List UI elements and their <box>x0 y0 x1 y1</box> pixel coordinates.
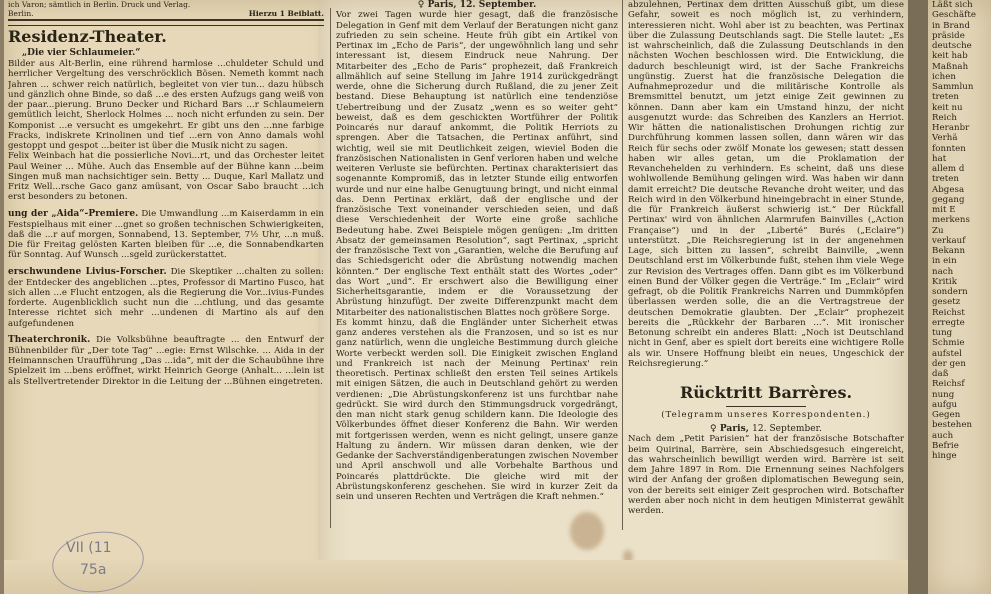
right-column-line: auch <box>932 430 954 441</box>
article-paragraph-3: abzulehnen, Pertinax dem dritten Ausschuß gibt, um diese Gefahr, soweit es noch möglich ist, zu verhindern, interessieren nicht. Wohl aber ist zu beachten, was Pertinax über die Zulassung Deutschlands sagt. Die Stelle lautet: „Es ist wahrscheinlich, daß die Zulassung Deutschlands in den nächsten Wochen beschlossen wird. Die Entwicklung, die dadurch beschleunigt wird, ist der Sache Frankreichs ungünstig. Zuerst hat die französische Delegation die Aufnahmeprozedur und die militärische Kontrolle als Bremsmittel benutzt, um jetzt einige Zeit gewinnen zu können. Dann aber kam ein Umstand hinzu, der nicht ausgenutzt wurde: das Schreiben des Kanzlers an Herriot. Wir hätten die nationalistischen Drohungen richtig zur Durchführung kommen lassen sollen, dann wären wir das Reich für sechs oder zwölf Monate los gewesen; statt dessen haben wir alles getan, um die Proklamation der Revanchehelden zu verhindern. Es scheint, daß uns diese wohlwollende Bemühung gelingen wird. Was haben wir dann damit erreicht? Die deutsche Revanche droht weiter, und das Reich wird in den Völkerbund hineingebracht in einer Stunde, die für Frankreich äußerst schwierig ist.“ Der Rückfall Pertinax' wird von ähnlichen Alarmrufen Bainvilles („Action Française“) und in der „Liberté“ Burés („Eclaire“) unterstützt. „Die Reichsregierung ist in der angenehmen Lage, sich bitten zu lassen“, schreibt Bainville, „wenn Deutschland erst im Völkerbunde fußt, stehen ihm viele Wege zur Revision des Vertrages offen. Dann gibt es im Völkerbund einen Bund der Völker gegen die Verträge.“ Im „Eclair“ wird gefragt, ob die Politik Frankreichs Narren und Dummköpfen überlassen werden solle, die an die Vertragstreue der deutschen Demokratie glaubten. Der „Eclair“ prophezeit bereits die „Rückkehr der Barbaren ...“. Mit ironischer Betonung schreibt ein anderes Blatt: „Noch ist Deutschland nicht in Genf, aber es spielt dort bereits eine wichtigere Rolle als wir. Unsere Hoffnung bleibt ein neues, Ungeschick der Reichsregierung.“ <box>628 0 904 369</box>
right-column-line: Reich <box>932 112 957 123</box>
right-column-line: gegang <box>932 194 965 205</box>
masthead-line-1: ich Varon; sämtlich in Berlin. Druck und Verlag. <box>8 0 191 9</box>
right-column-line: erregte <box>932 317 965 328</box>
barrere-title: Rücktritt Barrères. <box>679 383 853 402</box>
pencil-annotation <box>52 532 144 588</box>
right-column-line: bestehen <box>932 420 973 431</box>
right-column-line: treten <box>932 92 960 103</box>
barrere-dateline-date: 12. September. <box>752 424 822 434</box>
masthead <box>8 0 324 21</box>
theater-title: Residenz-Theater. <box>8 27 167 46</box>
right-column-line: hinge <box>932 451 957 461</box>
masthead-supplement: Hierzu 1 Beiblatt. <box>248 9 324 18</box>
pencil-line-1: VII (11 <box>66 540 112 556</box>
right-column-line: treten <box>932 174 960 185</box>
right-column-line: allem d <box>932 164 965 174</box>
right-column-line: in Brand <box>932 20 970 31</box>
theater-paragraph-2: Felix Weinbach hat die possierliche Novi...rt, und das Orchester leitet Paul Weiner ... Mühe. Auch das Ensemble auf der Bühne kann ...beim Singen muß man nachsichtiger sein. Betty ... Duque, Karl Mallatz und Fritz Well...rsche Gaco ganz amüsant, von Oscar Sabo braucht ...ich erst besonders zu betonen. <box>8 151 324 203</box>
right-column-line: fonnten <box>932 143 966 154</box>
right-column-line: daß <box>932 369 949 379</box>
right-column-line: nach <box>932 266 954 277</box>
right-column-line: hat <box>932 153 947 164</box>
right-column-line: Verhä <box>932 133 958 144</box>
barrere-dateline <box>628 424 904 434</box>
article-column-2 <box>628 0 904 520</box>
right-column-line: Bekann <box>932 246 966 256</box>
right-column-line: Maßnah <box>932 61 969 72</box>
right-column-line: Geschäfte <box>932 10 977 21</box>
right-column-line: Reichst <box>932 307 965 318</box>
article-dateline <box>336 0 618 10</box>
right-column-line: mit E <box>932 205 956 215</box>
column-rule-1 <box>330 8 331 528</box>
theater-subtitle: „Die vier Schlaumeier.“ <box>22 48 141 58</box>
barrere-dateline-place: Paris, <box>719 424 749 434</box>
dateline-place: Paris, <box>427 0 457 10</box>
right-column-line: Abgesa <box>932 184 965 195</box>
left-column <box>8 0 324 560</box>
barrere-subtitle: (Telegramm unseres Korrespondenten.) <box>661 410 871 420</box>
right-column-line: in ein <box>932 256 957 267</box>
right-column-line: aufstel <box>932 348 962 359</box>
right-column-line: Läßt sich <box>932 0 973 10</box>
right-column-line: nung <box>932 389 955 400</box>
livius-paragraph: Die Skeptiker ...chalten zu sollen: der Entdecker des angeblichen ...ptes, Professor di Martino Fusco, hat sich allen ...e Flucht entzogen, als die Regierung die Vor...ivius-Fundes forderte. Augenblicklich sucht nun die ...chtlung, und das gesamte Interesse richtet sich mehr ...undenen di Martino als auf den aufgefundenen <box>8 266 324 329</box>
right-column-line: gesetz <box>932 297 961 308</box>
theater-paragraph-1: Bilder aus Alt-Berlin, eine rührend harmlose ...chuldeter Schuld und herrlicher Vergeltung des verschröcklich Bösen. Nemeth kommt nach Jahren ... schwer reich natürlich, begleitet von vier tun... dazu hübsch und gänzlich ohne Binde, so daß ...e des ersten Aufzugs gang weiß von der paar...pierung. Bruno Decker und Richard Bars ...r Schlaumeiern gemütlich leicht, Sherlock Holmes ... noch nicht erfunden zu sein. Der Komponist ...e versucht es umgekehrt. Er gibt uns den ...nne farbige Fracks, indiskrete Krinolinen und tief ...ern von Anno damals wohl gestoppt und gespot ...beiter ist über die Musik nicht zu sagen. <box>8 59 324 151</box>
right-column-line: keit hab <box>932 51 968 62</box>
chronik-paragraph: Die Volksbühne beauftragte ... den Entwurf der Bühnenbilder für „Der tote Tag“ ...egie: Ernst Wilschke. ... Aida in der Heimannschen Uraufführung „Das ...ida“, mit der die Schaubühne ihre Spielzeit im ...bens eröffnet, wirkt Heinrich George (Anhalt... ...lein ist als Stellvertretender Direktor in die Leitung der ...Bühnen eingetreten. <box>8 334 324 387</box>
right-column-line: der gen <box>932 358 966 369</box>
paper-stain <box>570 512 604 550</box>
right-column <box>932 0 990 540</box>
right-column-line: keit nu <box>932 102 963 113</box>
pencil-circle <box>48 526 147 594</box>
location-icon: ♀ <box>710 424 717 434</box>
right-column-line: deutsche <box>932 41 972 51</box>
aida-paragraph: Die Umwandlung ...m Kaiserdamm in ein Festspielhaus mit einer ...gnet so großen technischen Schwierigkeiten, daß die ...r auf morgen, Sonnabend, 13. September, 7½ Uhr, ...n muß. Die für Freitag gelösten Karten bleiben für ...e, die Sonnabendkarten für Sonntag. Auf Wunsch ...sgeld zurückerstattet. <box>8 208 324 261</box>
article-column-1 <box>336 0 618 520</box>
right-column-line: Kritik <box>932 276 957 287</box>
right-column-line: Sammlun <box>932 82 974 92</box>
right-column-line: präside <box>932 30 965 41</box>
right-column-line: tung <box>932 328 953 338</box>
right-column-line: merkens <box>932 215 970 226</box>
article-paragraph-2: Es kommt hinzu, daß die Engländer unter Sicherheit etwas ganz anderes verstehen als die Franzosen, und so ist es nur ganz natürlich, wenn die ungleiche Bestimmung durch gleiche Worte verbeckt werden soll. Die Einigkeit zwischen England und Frankreich ist nach der Meinung Pertinax' rein theoretisch. Pertinax schließt den ersten Teil seines Artikels mit einigen Sätzen, die auch in Deutschland gehört zu werden verdienen: „Die Abrüstungskonferenz ist uns furchtbar nahe gedrückt. Sie wird durch den Stimmungsdruck vorgedrängt, den man nicht stark genug schildern kann. Die Ideologie des Völkerbundes öffnet dieser Konferenz die Bahn. Wir werden mit fortgerissen werden, wenn es nicht gelingt, unsere ganze Haltung zu ändern. Wir müssen daran denken, wie der Gedanke der Sachverständigenberatungen zwischen November und April anschwoll und alle Vorbehalte Barthous und Poincarés plattdrückte. Die gleiche wird mit der Abrüstungskonferenz geschehen. Sie wird in kurzer Zeit da sein und unseren Rechten und Verträgen die Kraft nehmen.“ <box>336 317 618 502</box>
column-rule-2 <box>622 0 623 530</box>
right-column-line: Gegen <box>932 410 961 420</box>
right-column-line: Schmie <box>932 338 965 349</box>
right-column-line: sondern <box>932 287 968 297</box>
article-paragraph-1: Vor zwei Tagen wurde hier gesagt, daß die französische Delegation in Genf mit dem Verlauf der Beratungen nicht ganz zufrieden zu sein scheine. Heute früh gibt ein Artikel von Pertinax im „Echo de Paris“, der ungewöhnlich lang und sehr interessant ist, diesem Eindruck neue Nahrung. Der Mitarbeiter des „Echo de Paris“ prophezeit, daß Frankreich allmählich auf seine Stellung im Jahre 1914 zurückgedrängt werde, ohne die Sicherung durch Rußland, die zu jener Zeit bestand. Diese Behauptung ist natürlich eine tendenziöse Uebertreibung und der Zusatz „wenn es so weiter geht“ beweist, daß es dem geschickten Wortführer der Politik Poincarés nur darauf ankommt, die Politik Herriots zu sprengen. Aber die Tatsachen, die Pertinax anführt, sind wichtig, weil sie mit Deutlichkeit zeigen, wieviel Boden die französischen Nationalisten in Genf verloren haben und welche weiteren Verluste sie befürchten. Pertinax charakterisiert das sogenannte Kompromiß, das in letzter Stunde eilig entworfen wurde und nur eine halbe Genugtuung bringt, und nicht einmal das. Denn Pertinax erklärt, daß der englische und der französische Text voneinander verschieden seien, und daß diese Verschiedenheit der Worte eine große sachliche Bedeutung habe. Zwei Beispiele mögen genügen: „Im dritten Absatz der gemeinsamen Resolution“, sagt Pertinax, „spricht der französische Text von „Garantien, welche die Berufung auf das Schiedsgericht oder die Abrüstung notwendig machen könnten.“ Der englische Text enthält statt des Wortes „oder“ das Wort „und“. Er erschwert also die Bewilligung einer Sicherheitsgarantie, indem er die Voraussetzung der Abrüstung hinzufügt. Der zweite Differenzpunkt macht dem Mitarbeiter des nationalistischen Blattes noch größere Sorge. <box>336 10 618 318</box>
pencil-line-2: 75a <box>80 562 107 578</box>
right-column-line: Reichsf <box>932 379 965 390</box>
livius-heading: erschwundene Livius-Forscher. <box>8 266 167 277</box>
gap-strip <box>908 0 928 594</box>
barrere-paragraph: Nach dem „Petit Parisien“ hat der französische Botschafter beim Quirinal, Barrère, sein Abschiedsgesuch eingereicht, das wahrscheinlich bewilligt werden wird. Barrère ist seit dem Jahre 1897 in Rom. Die Ernennung seines Nachfolgers wird der Anfang der großen diplomatischen Bewegung sein, von der bereits seit einiger Zeit gesprochen wird. Botschafter werden aber noch nicht in dem heutigen Ministerrat gewählt werden. <box>628 434 904 516</box>
right-column-line: Heranbr <box>932 123 970 133</box>
right-column-line: Zu <box>932 225 944 236</box>
location-icon: ♀ <box>417 0 425 10</box>
right-column-line: ichen <box>932 71 956 82</box>
aida-heading: ung der „Aida“-Premiere. <box>8 208 139 219</box>
masthead-line-2: Berlin. <box>8 9 34 18</box>
right-column-line: Befrie <box>932 440 959 451</box>
right-column-line: verkauf <box>932 235 966 246</box>
right-column-line: aufgu <box>932 399 958 410</box>
chronik-heading: Theaterchronik. <box>8 334 91 345</box>
dateline-date: 12. September. <box>459 0 537 10</box>
